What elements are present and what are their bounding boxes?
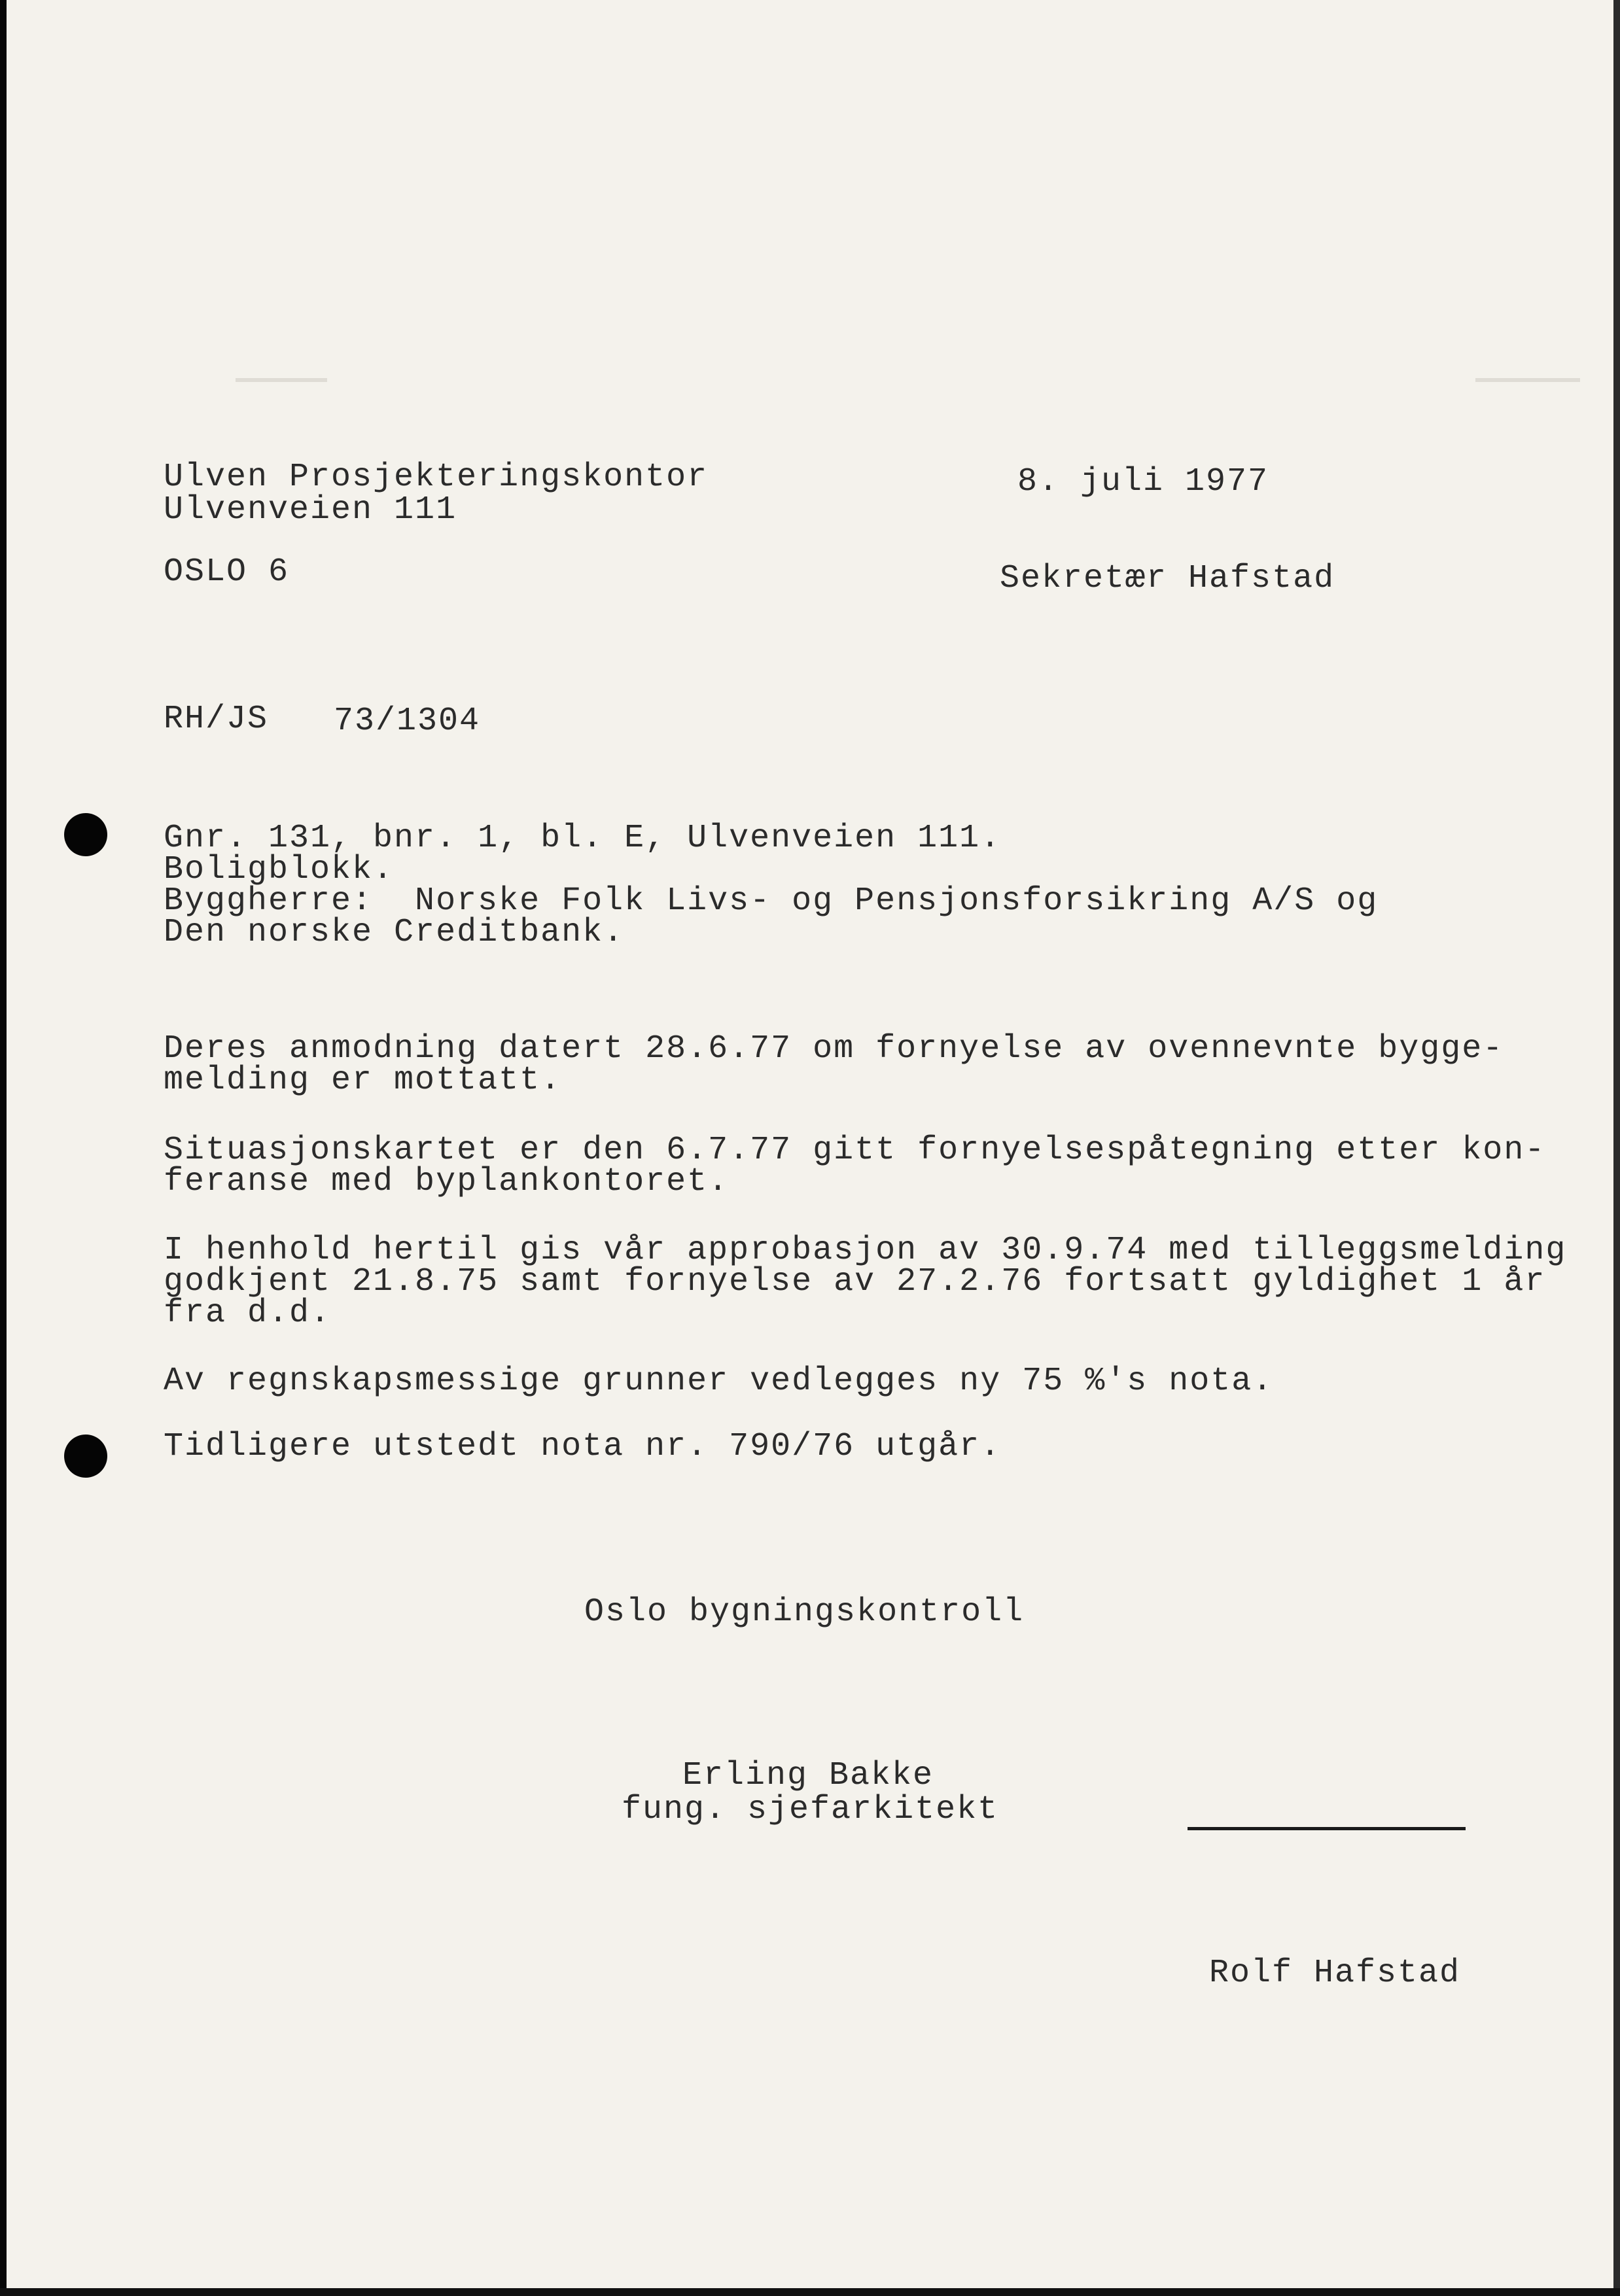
subject-line: Boligblokk. — [164, 851, 395, 888]
scan-edge-left — [0, 0, 7, 2296]
scan-edge-bottom — [0, 2288, 1620, 2296]
subject-line: Gnr. 131, bnr. 1, bl. E, Ulvenveien 111. — [164, 820, 1002, 857]
letter-date: 8. juli 1977 — [1017, 463, 1269, 500]
reference-number: 73/1304 — [334, 703, 481, 740]
paragraph-line: Av regnskapsmessige grunner vedlegges ny 75 %'s nota. — [164, 1363, 1274, 1400]
recipient-name: Ulven Prosjekteringskontor — [164, 459, 709, 496]
scan-edge-right — [1613, 0, 1620, 2296]
punch-hole — [64, 813, 107, 856]
subject-line: Den norske Creditbank. — [164, 914, 625, 951]
paragraph — [164, 1428, 1002, 1465]
paragraph-line: godkjent 21.8.75 samt fornyelse av 27.2.76 fortsatt gyldighet 1 år — [164, 1263, 1546, 1300]
signatory-name: Erling Bakke — [682, 1757, 934, 1794]
scan-smudge — [1475, 378, 1580, 382]
recipient-street: Ulvenveien 111 — [164, 491, 457, 529]
attention-line: Sekretær Hafstad — [1000, 560, 1335, 597]
subject-block — [164, 820, 1379, 951]
cosigner-name: Rolf Hafstad — [1209, 1955, 1461, 1992]
paragraph — [164, 1232, 1567, 1332]
reference-initials: RH/JS — [164, 701, 269, 738]
paragraph — [164, 1132, 1546, 1200]
paragraph-line: fra d.d. — [164, 1295, 332, 1332]
signature-line — [1188, 1827, 1466, 1830]
paragraph-line: I henhold hertil gis vår approbasjon av 30.9.74 med tilleggsmelding — [164, 1232, 1567, 1269]
punch-hole — [64, 1435, 107, 1478]
scan-smudge — [236, 378, 327, 382]
paragraph-line: Tidligere utstedt nota nr. 790/76 utgår. — [164, 1428, 1002, 1465]
sender-office: Oslo bygningskontroll — [584, 1593, 1025, 1631]
paragraph-line: feranse med byplankontoret. — [164, 1163, 730, 1200]
paragraph — [164, 1363, 1274, 1400]
paragraph-line: Situasjonskartet er den 6.7.77 gitt fornyelsespåtegning etter kon- — [164, 1132, 1546, 1169]
paragraph-line: melding er mottatt. — [164, 1062, 562, 1099]
paragraph — [164, 1030, 1504, 1099]
subject-line: Byggherre: Norske Folk Livs- og Pensjonsforsikring A/S og — [164, 882, 1379, 920]
recipient-city: OSLO 6 — [164, 553, 290, 591]
paragraph-line: Deres anmodning datert 28.6.77 om fornyelse av ovennevnte bygge- — [164, 1030, 1504, 1068]
signatory-title: fung. sjefarkitekt — [622, 1791, 999, 1828]
